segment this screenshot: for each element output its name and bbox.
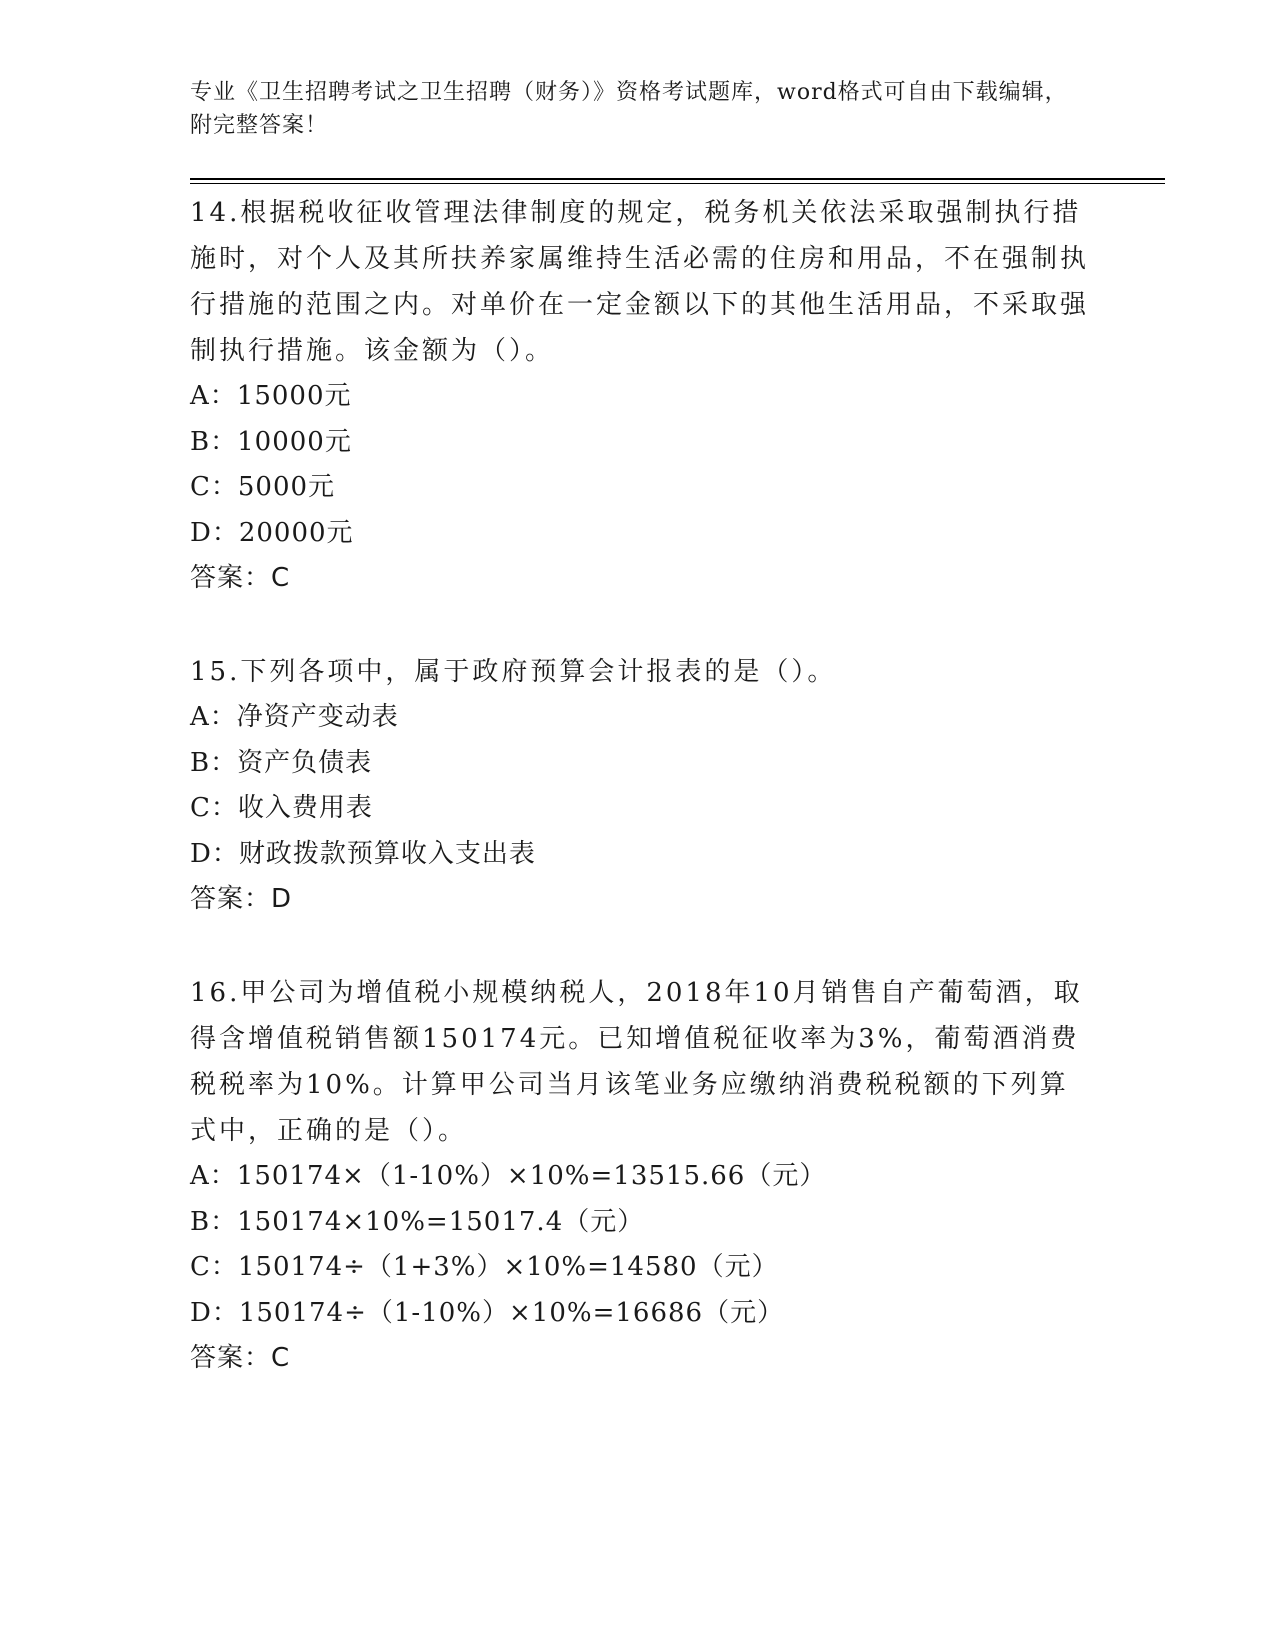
question-stem: 15.下列各项中，属于政府预算会计报表的是（）。	[190, 657, 837, 687]
option-c: C：5000元	[190, 472, 336, 502]
answer-line: 答案：C	[190, 1343, 291, 1373]
question-16	[190, 970, 1090, 1381]
answer-line: 答案：C	[190, 563, 291, 593]
header-divider-thin	[190, 183, 1165, 184]
option-a: A：净资产变动表	[190, 702, 399, 732]
option-a: A：150174×（1-10%）×10%=13515.66（元）	[190, 1161, 827, 1191]
option-a: A：15000元	[190, 381, 352, 411]
question-15	[190, 649, 1090, 922]
header-divider-thick	[190, 178, 1165, 180]
option-c: C：收入费用表	[190, 793, 373, 823]
option-b: B：资产负债表	[190, 747, 373, 778]
question-stem: 16.甲公司为增值税小规模纳税人，2018年10月销售自产葡萄酒，取得含增值税销售额150174元。已知增值税征收率为3%，葡萄酒消费税税率为10%。计算甲公司当月该笔业务应缴纳消费税税额的下列算式中，正确的是（）。	[190, 978, 1083, 1146]
option-d: D：150174÷（1-10%）×10%=16686（元）	[190, 1297, 785, 1328]
question-stem: 14.根据税收征收管理法律制度的规定，税务机关依法采取强制执行措施时，对个人及其所扶养家属维持生活必需的住房和用品，不在强制执行措施的范围之内。对单价在一定金额以下的其他生活用品，不采取强制执行措施。该金额为（）。	[190, 198, 1090, 366]
option-c: C：150174÷（1+3%）×10%=14580（元）	[190, 1252, 779, 1282]
option-d: D：20000元	[190, 517, 354, 548]
option-d: D：财政拨款预算收入支出表	[190, 838, 536, 869]
option-b: B：10000元	[190, 426, 352, 457]
answer-line: 答案：D	[190, 884, 293, 914]
document-header: 专业《卫生招聘考试之卫生招聘（财务）》资格考试题库，word格式可自由下载编辑，附完整答案！	[190, 80, 1068, 138]
question-14	[190, 190, 1090, 601]
option-b: B：150174×10%=15017.4（元）	[190, 1206, 645, 1237]
